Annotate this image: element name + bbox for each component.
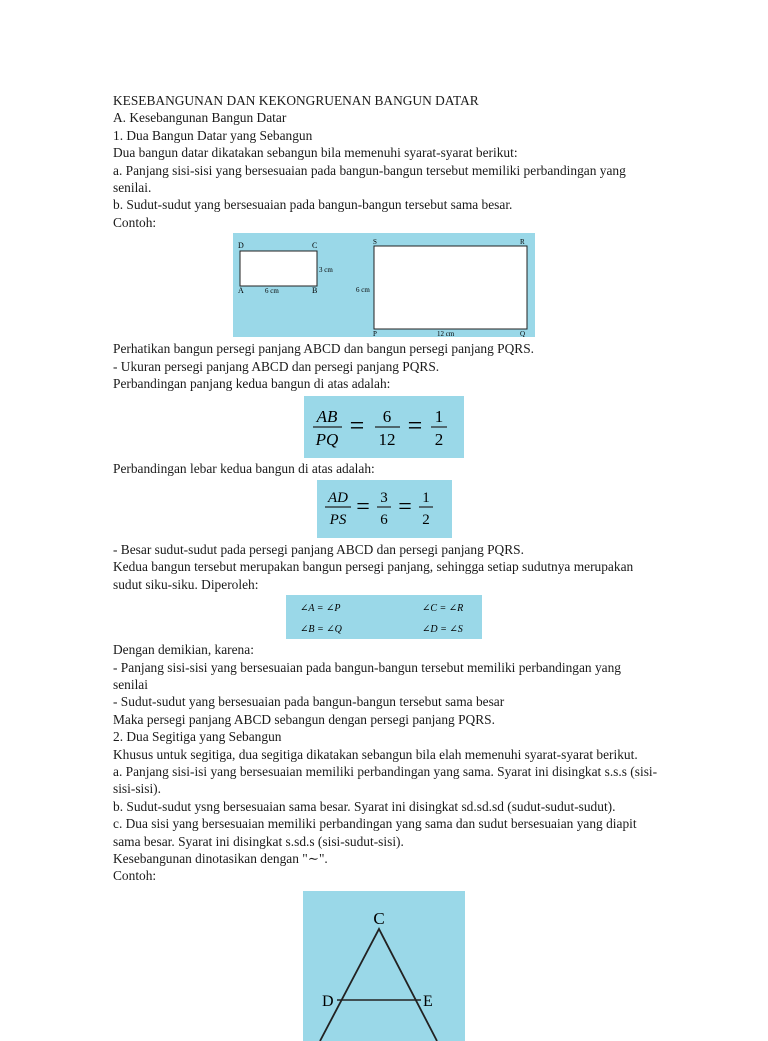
triangle-figure (303, 891, 465, 1041)
rectangle-abcd (240, 251, 317, 286)
equals-sign: = (398, 493, 412, 520)
fraction-denominator: 2 (422, 511, 430, 528)
condition-c: c. Dua sisi yang bersesuaian memiliki perbandingan yang sama dan sudut bersesuaian yang diapit sama besar. Syarat ini disingkat s.sd.s (sisi-sudut-sisi). (113, 816, 637, 849)
paragraph: - Sudut-sudut yang bersesuaian pada bangun-bangun tersebut sama besar (113, 694, 505, 710)
condition-a: a. Panjang sisi-isi yang bersesuaian memiliki perbandingan yang sama. Syarat ini disingkat s.s.s (sisi-sisi-sisi). (113, 763, 658, 797)
fraction-denominator: 12 (378, 430, 396, 450)
pqrs-width-label: 12 cm (437, 330, 455, 338)
paragraph: Dengan demikian, karena: (113, 642, 254, 658)
paragraph: Khusus untuk segitiga, dua segitiga dikatakan sebangun bila elah memenuhi syarat-syarat berikut. (113, 746, 638, 762)
paragraph: Perbandingan panjang kedua bangun di atas adalah: (113, 376, 391, 392)
length-ratio-figure (304, 396, 464, 458)
vertex-label-b: B (312, 286, 318, 296)
fraction-numerator: 6 (382, 407, 392, 427)
example-label: Contoh: (113, 214, 157, 230)
triangle-svg (303, 891, 465, 1041)
fraction-numerator: AD (328, 489, 348, 506)
condition-b: b. Sudut-sudut ysng bersesuaian sama besar. Syarat ini disingkat sd.sd.sd (sudut-sudut-sudut). (113, 798, 616, 814)
vertex-label-e: E (423, 992, 433, 1010)
vertex-label-s: S (373, 238, 377, 247)
vertex-label-c: C (312, 241, 318, 251)
angle-equality-b: ∠B = ∠Q (300, 624, 342, 636)
subsection-heading-1: 1. Dua Bangun Datar yang Sebangun (113, 127, 313, 143)
subsection-heading-2: 2. Dua Segitiga yang Sebangun (113, 729, 282, 745)
equals-sign: = (356, 493, 370, 520)
condition-b: b. Sudut-sudut yang bersesuaian pada bangun-bangun tersebut sama besar. (113, 197, 513, 213)
paragraph: Kesebangunan dinotasikan dengan "∼". (113, 850, 328, 866)
example-label: Contoh: (113, 868, 157, 884)
angle-equality-figure (286, 595, 482, 639)
width-ratio-svg (317, 480, 452, 538)
fraction-denominator: PS (329, 511, 347, 528)
fraction-numerator: 1 (422, 489, 430, 506)
fraction-denominator: PQ (315, 430, 339, 450)
fraction-denominator: 2 (434, 430, 444, 450)
page-title: KESEBANGUNAN DAN KEKONGRUENAN BANGUN DATAR (113, 93, 479, 108)
pqrs-height-label: 6 cm (356, 286, 370, 295)
angle-equality-svg (286, 595, 482, 639)
width-ratio-figure (317, 480, 452, 538)
rectangles-figure (233, 233, 535, 337)
angle-equality-c: ∠C = ∠R (422, 603, 464, 615)
fraction-numerator: AB (316, 407, 338, 427)
paragraph: - Panjang sisi-sisi yang bersesuaian pada bangun-bangun tersebut memiliki perbandingan yang senilai (113, 659, 621, 692)
condition-a: a. Panjang sisi-sisi yang bersesuaian pada bangun-bangun tersebut memiliki perbandingan yang senilai. (113, 162, 626, 196)
abcd-height-label: 3 cm (319, 266, 333, 275)
fraction-numerator: 3 (380, 489, 388, 506)
paragraph: Maka persegi panjang ABCD sebangun dengan persegi panjang PQRS. (113, 711, 495, 727)
vertex-label-a: A (238, 286, 244, 296)
vertex-label-q: Q (520, 330, 526, 338)
paragraph: Kedua bangun tersebut merupakan bangun persegi panjang, sehingga setiap sudutnya merupakan sudut siku-siku. Diperoleh: (113, 559, 634, 592)
vertex-label-r: R (520, 238, 525, 247)
vertex-label-d: D (322, 992, 334, 1010)
equals-sign: = (349, 411, 365, 441)
equals-sign: = (407, 411, 423, 441)
vertex-label-c: C (373, 908, 385, 928)
fraction-denominator: 6 (380, 511, 388, 528)
vertex-label-d: D (238, 241, 244, 251)
paragraph: - Besar sudut-sudut pada persegi panjang ABCD dan persegi panjang PQRS. (113, 541, 524, 557)
figure-background (317, 480, 452, 538)
fraction-numerator: 1 (434, 407, 444, 427)
angle-equality-a: ∠A = ∠P (300, 603, 341, 615)
paragraph: Perbandingan lebar kedua bangun di atas adalah: (113, 461, 375, 477)
section-heading-a: A. Kesebangunan Bangun Datar (113, 110, 287, 126)
paragraph: Dua bangun datar dikatakan sebangun bila memenuhi syarat-syarat berikut: (113, 145, 518, 161)
angle-equality-d: ∠D = ∠S (422, 624, 463, 636)
paragraph: - Ukuran persegi panjang ABCD dan persegi panjang PQRS. (113, 358, 440, 374)
rectangles-svg (233, 233, 535, 337)
paragraph: Perhatikan bangun persegi panjang ABCD dan bangun persegi panjang PQRS. (113, 341, 534, 357)
vertex-label-p: P (373, 330, 377, 338)
document-body (113, 92, 658, 1041)
length-ratio-svg (304, 396, 464, 458)
abcd-width-label: 6 cm (265, 287, 279, 296)
rectangle-pqrs (374, 246, 527, 329)
